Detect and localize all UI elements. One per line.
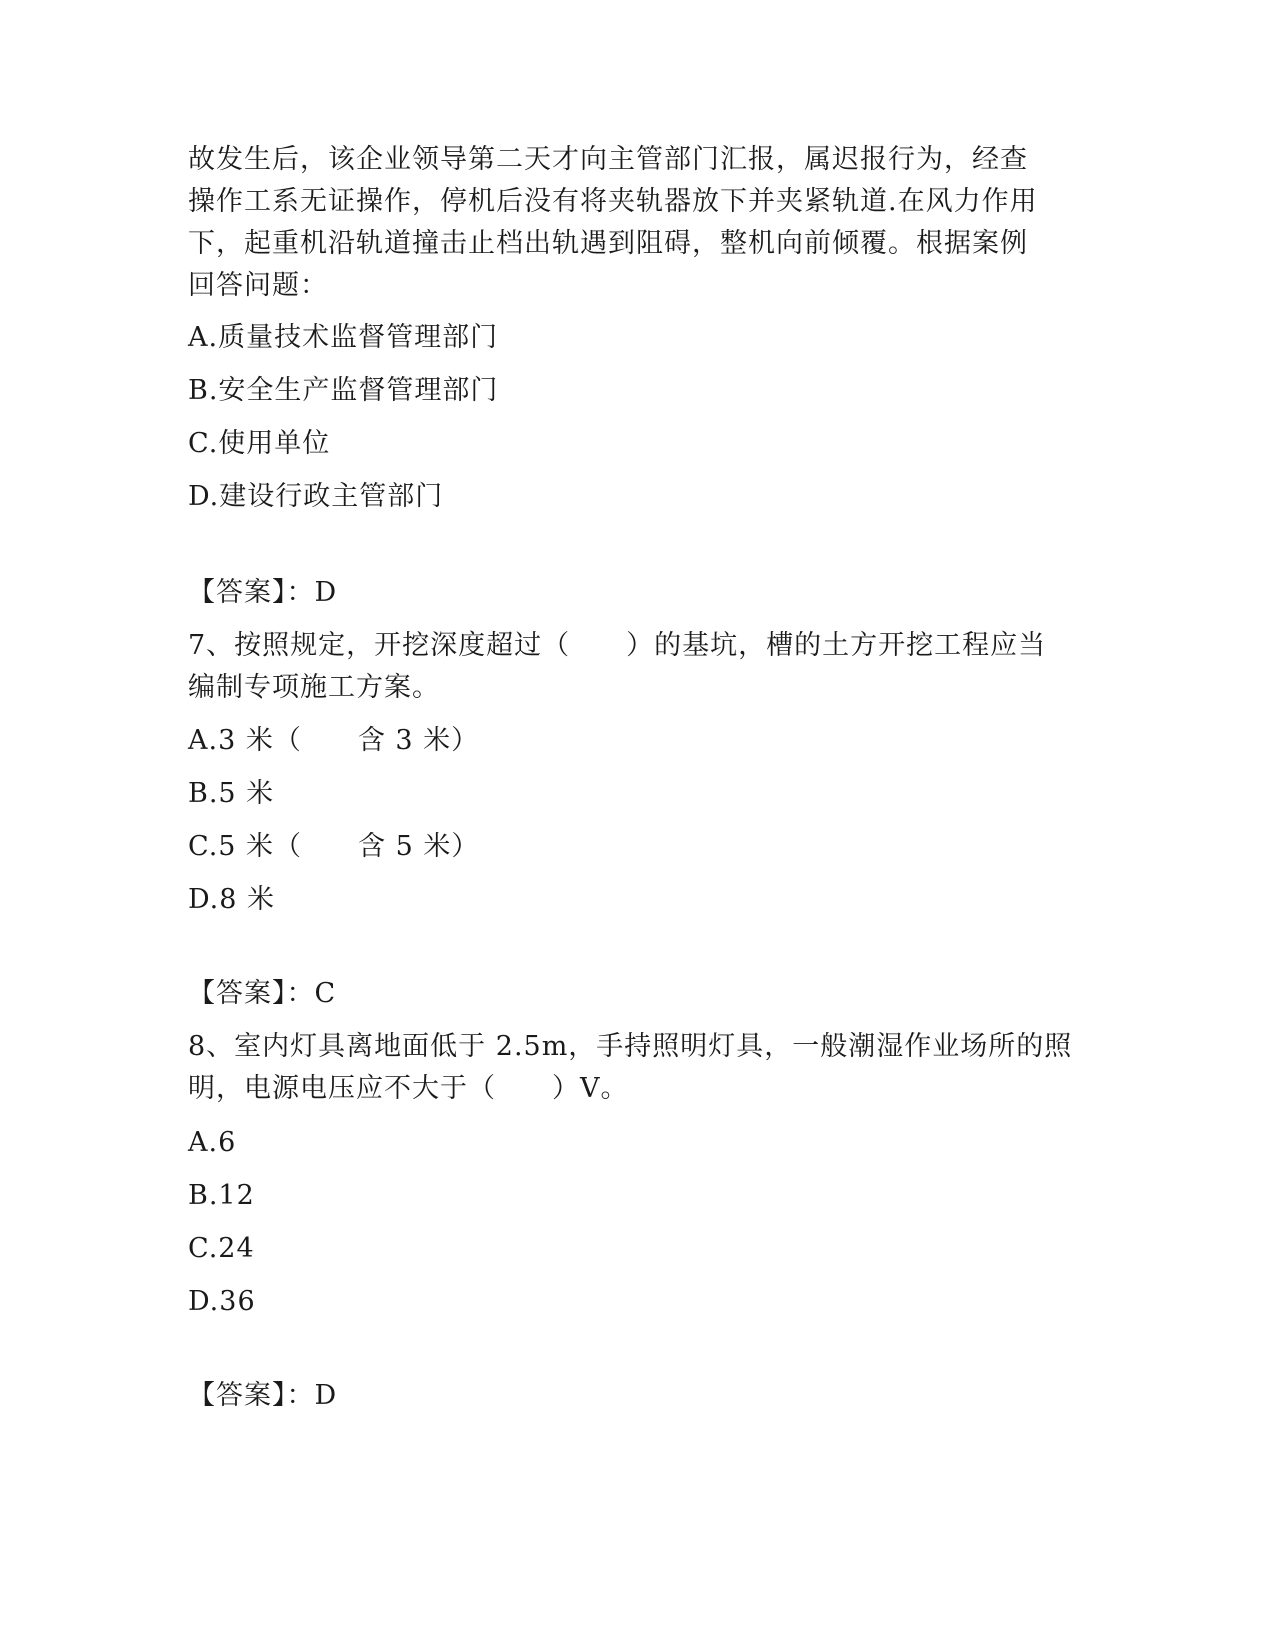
answer-label: 【答案】：D	[188, 1380, 338, 1411]
option-b: B.12	[188, 1180, 255, 1211]
option-c: C.5 米（ 含 5 米）	[188, 831, 480, 862]
question-6-stem	[188, 139, 1088, 307]
option-row	[188, 879, 1088, 921]
question-6-options	[188, 317, 1088, 359]
option-d: D.建设行政主管部门	[188, 481, 444, 512]
option-row	[188, 1228, 1088, 1270]
answer-label: 【答案】：D	[188, 577, 338, 608]
option-b: B.安全生产监督管理部门	[188, 375, 499, 406]
option-row	[188, 720, 1088, 762]
stem-line: 7、按照规定，开挖深度超过（ ）的基坑，槽的土方开挖工程应当	[188, 630, 1047, 661]
option-d: D.36	[188, 1286, 256, 1317]
answer-row	[188, 1375, 1088, 1417]
option-row	[188, 423, 1088, 465]
option-row	[188, 1122, 1088, 1164]
question-7-stem	[188, 625, 1088, 709]
option-a: A.质量技术监督管理部门	[188, 322, 499, 353]
stem-line: 故发生后，该企业领导第二天才向主管部门汇报，属迟报行为，经查	[188, 144, 1028, 175]
option-c: C.24	[188, 1233, 255, 1264]
option-row	[188, 1175, 1088, 1217]
option-row	[188, 826, 1088, 868]
stem-line: 操作工系无证操作，停机后没有将夹轨器放下并夹紧轨道.在风力作用	[188, 186, 1038, 217]
stem-line: 下，起重机沿轨道撞击止档出轨遇到阻碍，整机向前倾覆。根据案例	[188, 228, 1028, 259]
answer-row	[188, 973, 1088, 1015]
stem-line: 明，电源电压应不大于（ ）V。	[188, 1073, 629, 1104]
option-d: D.8 米	[188, 884, 276, 915]
option-a: A.6	[188, 1127, 237, 1158]
answer-row	[188, 572, 1088, 614]
stem-line: 回答问题：	[188, 270, 328, 301]
stem-line: 编制专项施工方案。	[188, 672, 440, 703]
option-row	[188, 1281, 1088, 1323]
option-c: C.使用单位	[188, 428, 331, 459]
option-a: A.3 米（ 含 3 米）	[188, 725, 480, 756]
option-row	[188, 773, 1088, 815]
option-row	[188, 370, 1088, 412]
stem-line: 8、室内灯具离地面低于 2.5m，手持照明灯具，一般潮湿作业场所的照	[188, 1031, 1073, 1062]
answer-label: 【答案】：C	[188, 978, 337, 1009]
question-8-stem	[188, 1026, 1088, 1110]
option-row	[188, 476, 1088, 518]
option-b: B.5 米	[188, 778, 275, 809]
